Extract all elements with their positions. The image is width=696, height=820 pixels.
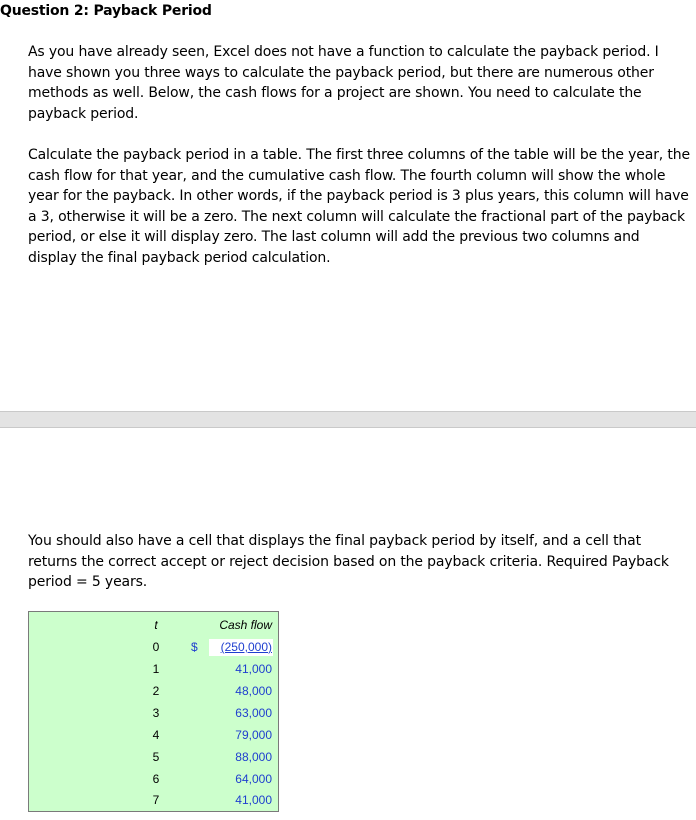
table-row: [29, 703, 278, 724]
currency-symbol: $: [191, 640, 198, 654]
year-cell: 6: [152, 772, 160, 786]
table-row: [29, 681, 278, 702]
table-header-row: [29, 615, 278, 636]
cash-flow-cell: 41,000: [235, 662, 272, 676]
page-break-divider: [0, 411, 696, 428]
question-title: Question 2: Payback Period: [0, 3, 212, 19]
table-row: [29, 790, 278, 811]
intro-paragraph: As you have already seen, Excel does not have a function to calculate the payback period. I have shown you three ways to calculate the payback period, but there are numerous other methods as well. Below, the cash flows for a project are shown. You need to calculate the payback period.: [28, 44, 659, 122]
table-row: [29, 659, 278, 680]
cash-flow-cell: 63,000: [235, 706, 272, 720]
table-row: [29, 725, 278, 746]
year-cell: 4: [152, 728, 160, 742]
cash-flow-cell: 48,000: [235, 684, 272, 698]
cash-flow-table: [28, 611, 279, 812]
year-cell: 1: [152, 662, 160, 676]
cash-flow-cell: 79,000: [235, 728, 272, 742]
table-row: [29, 747, 278, 768]
header-cash-flow: Cash flow: [219, 618, 272, 632]
cash-flow-cell: 88,000: [235, 750, 272, 764]
table-row: [29, 637, 278, 658]
cash-flow-cell: 64,000: [235, 772, 272, 786]
header-year: t: [154, 618, 158, 632]
instructions-paragraph: Calculate the payback period in a table. The first three columns of the table will be the year, the cash flow for that year, and the cumulative cash flow. The fourth column will show the whole year for the payback. In other words, if the payback period is 3 plus years, this column will have a 3, otherwise it will be a zero. The next column will calculate the fractional part of the payback period, or else it will display zero. The last column will add the previous two columns and display the final payback period calculation.: [28, 147, 690, 266]
cash-flow-cell: (250,000): [220, 640, 272, 654]
year-cell: 3: [152, 706, 160, 720]
year-cell: 5: [152, 750, 160, 764]
cash-flow-cell: 41,000: [235, 793, 272, 807]
year-cell: 7: [152, 793, 160, 807]
decision-paragraph: You should also have a cell that displays the final payback period by itself, and a cell that returns the correct accept or reject decision based on the payback criteria. Required Payback period = 5 years.: [28, 533, 669, 590]
year-cell: 2: [152, 684, 160, 698]
table-row: [29, 769, 278, 790]
year-cell: 0: [152, 640, 160, 654]
